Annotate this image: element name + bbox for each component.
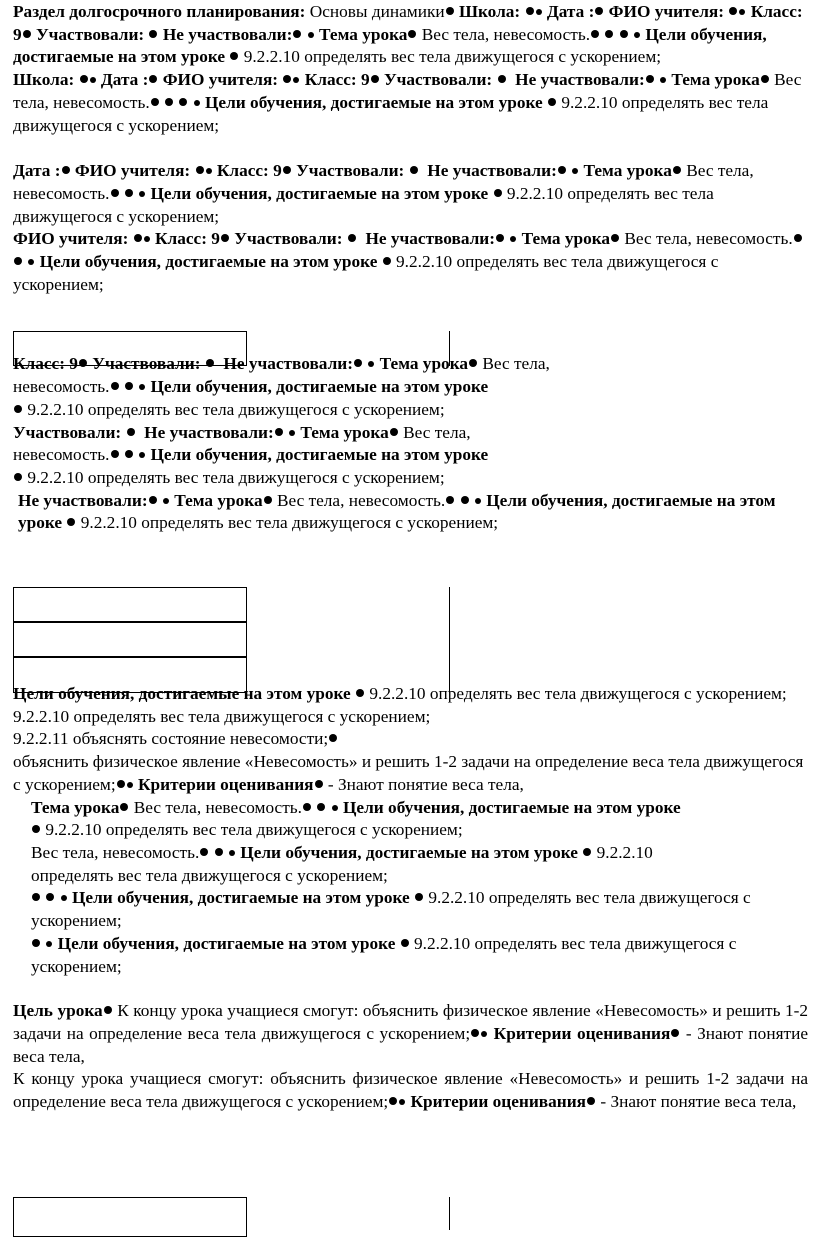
bullet-icon <box>371 75 379 83</box>
bullet-icon <box>389 1097 397 1105</box>
topic-value: невесомость. <box>13 445 110 465</box>
goal-text: 9.2.2.10 определять вес тела движущегося с ускорением; <box>13 252 719 294</box>
goal-text: ускорением; <box>31 911 122 931</box>
label-teacher: ФИО учителя: <box>162 70 279 90</box>
goal-text: ускорением; <box>31 956 122 976</box>
bullet-icon <box>215 848 223 856</box>
label-goals: Цели обучения, достигаемые на этом уроке <box>13 684 351 704</box>
bullet-icon <box>354 359 362 367</box>
label-topic: Тема урока <box>671 70 760 90</box>
bullet-icon <box>14 405 22 413</box>
bullet-icon <box>408 30 416 38</box>
label-goals: Цели обучения, достигаемые на этом уроке <box>150 445 489 465</box>
goal-text: ускорением; <box>407 513 499 533</box>
bullet-icon <box>410 166 418 174</box>
label-goals: Цели обучения, достигаемые на этом уроке <box>204 92 543 112</box>
topic-value: невесомость. <box>13 377 110 397</box>
bullet-icon <box>206 168 212 174</box>
label-lesson-goal: Цель урока <box>13 1001 103 1021</box>
explain-text: объяснить физическое явление «Невесомость» и решить 1-2 задачи на определение веса тела движущегося с ускорением; <box>13 752 804 794</box>
bullet-icon <box>104 1006 112 1014</box>
topic-value: Вес тела, невесомость. <box>13 70 802 112</box>
label-goals: Цели обучения, достигаемые на этом уроке <box>13 24 767 67</box>
paragraph <box>13 490 808 535</box>
label-goals: Цели обучения, достигаемые на этом уроке <box>150 377 489 397</box>
bullet-icon <box>446 496 454 504</box>
bullet-icon <box>200 848 208 856</box>
bullet-icon <box>32 825 40 833</box>
label-school: Школа: <box>13 70 75 90</box>
label-not-participated: Не участвовали: <box>162 24 293 44</box>
label-date: Дата : <box>100 70 149 90</box>
label-not-participated: Не участвовали: <box>515 70 645 90</box>
label-goals: Цели обучения, достигаемые на этом уроке <box>18 490 776 533</box>
bullet-icon <box>572 168 578 174</box>
topic-value: Вес тела, <box>482 354 550 374</box>
bullet-icon <box>90 77 96 83</box>
bullet-icon <box>229 850 235 856</box>
label-criteria: Критерии оценивания <box>138 774 314 794</box>
goal-code: 9.2.2.10 <box>369 684 426 704</box>
paragraph <box>13 1000 808 1068</box>
bullet-icon <box>179 98 187 106</box>
criteria-text: - Знают понятие веса тела, <box>13 1023 808 1066</box>
bullet-icon <box>481 1031 487 1037</box>
bullet-icon <box>583 848 591 856</box>
paragraph <box>13 797 808 842</box>
label-participated: Участвовали: <box>383 70 493 90</box>
bullet-icon <box>283 75 291 83</box>
goal-text: 9.2.2.10 определять вес тела движущегося с ускорением; <box>27 399 445 419</box>
bullet-icon <box>144 236 150 242</box>
bullet-icon <box>548 98 556 106</box>
paragraph <box>13 706 808 729</box>
label-topic: Тема урока <box>521 229 611 249</box>
bullet-icon <box>151 98 159 106</box>
bullet-icon <box>125 382 133 390</box>
bullet-icon <box>761 75 769 83</box>
goal-text: 9.2.2.10 определять вес тела движущегося с ускорением; <box>13 183 714 226</box>
bullet-icon <box>275 428 283 436</box>
bullet-icon <box>595 7 603 15</box>
bullet-icon <box>498 75 506 83</box>
bullet-icon <box>317 803 325 811</box>
bullet-icon <box>315 780 323 788</box>
bullet-icon <box>729 7 737 15</box>
label-goals: Цели обучения, достигаемые на этом уроке <box>342 797 681 817</box>
bullet-icon <box>469 359 477 367</box>
label-topic: Тема урока <box>319 24 408 44</box>
bullet-icon <box>283 166 291 174</box>
table-cell <box>13 587 247 693</box>
table-cell <box>13 1197 247 1237</box>
bullet-icon <box>67 518 75 526</box>
bullet-icon <box>368 361 374 367</box>
label-teacher: ФИО учителя: <box>74 161 191 181</box>
bullet-icon <box>149 75 157 83</box>
bullet-icon <box>620 30 628 38</box>
goal-text: определять вес тела движущегося с <box>474 933 737 953</box>
goal-text: определять вес тела движущегося с <box>141 513 404 533</box>
bullet-icon <box>117 780 125 788</box>
goal-text: 9.2.2.10 определять вес тела движущегося с ускорением; <box>13 706 431 726</box>
goal-text: 9.2.2.10 определять вес тела движущегося с ускорением; <box>45 820 463 840</box>
goal-text: определять вес тела движущегося с ускорением; <box>304 47 662 67</box>
bullet-icon <box>587 1097 595 1105</box>
label-criteria: Критерии оценивания <box>410 1092 587 1112</box>
label-goals: Цели обучения, достигаемые на этом уроке <box>39 252 378 272</box>
bullet-icon <box>14 473 22 481</box>
paragraph <box>13 69 808 137</box>
label-participated: Участвовали: <box>13 422 122 442</box>
paragraph <box>13 842 808 887</box>
bullet-icon <box>80 75 88 83</box>
label-class: Класс: 9 <box>216 161 282 181</box>
bullet-icon <box>348 234 356 242</box>
bullet-icon <box>194 100 200 106</box>
bullet-icon <box>139 384 145 390</box>
bullet-icon <box>230 52 238 60</box>
label-participated: Участвовали: <box>35 24 145 44</box>
goal-code: 9.2.2.10 <box>414 933 471 953</box>
bullet-icon <box>149 30 157 38</box>
topic-value: Вес тела, невесомость. <box>13 161 754 203</box>
goal-code: 9.2.2.10 <box>596 842 653 862</box>
bullet-icon <box>125 450 133 458</box>
goal-text: 9.2.2.10 определять вес тела движущегося с ускорением; <box>13 92 769 135</box>
label-section: Раздел долгосрочного планирования: <box>13 2 306 21</box>
topic-value: Вес тела, невесомость. <box>624 229 793 249</box>
label-teacher: ФИО учителя: <box>608 2 725 21</box>
paragraph <box>13 887 808 932</box>
table-border <box>13 621 247 623</box>
bullet-icon <box>329 734 337 742</box>
label-not-participated: Не участвовали: <box>18 490 148 510</box>
label-topic: Тема урока <box>300 422 389 442</box>
bullet-icon <box>605 30 613 38</box>
label-not-participated: Не участвовали: <box>223 354 353 374</box>
bullet-icon <box>149 496 157 504</box>
label-not-participated: Не участвовали: <box>427 161 557 181</box>
bullet-icon <box>303 803 311 811</box>
bullet-icon <box>461 496 469 504</box>
topic-value: Вес тела, невесомость. <box>133 797 302 817</box>
bullet-icon <box>46 893 54 901</box>
bullet-icon <box>496 234 504 242</box>
bullet-icon <box>127 782 133 788</box>
bullet-icon <box>536 9 542 15</box>
bullet-icon <box>634 32 640 38</box>
bullet-icon <box>62 166 70 174</box>
paragraph <box>13 751 808 796</box>
paragraph <box>13 1068 808 1113</box>
label-date: Дата : <box>546 2 595 21</box>
label-goals: Цели обучения, достигаемые на этом уроке <box>71 888 410 908</box>
goal-text: определять вес тела движущегося с <box>429 684 692 704</box>
label-goals: Цели обучения, достигаемые на этом уроке <box>150 183 489 203</box>
table-border <box>449 587 450 693</box>
bullet-icon <box>14 257 22 265</box>
label-goals: Цели обучения, достигаемые на этом уроке <box>240 842 578 862</box>
label-criteria: Критерии оценивания <box>493 1023 671 1043</box>
label-goals: Цели обучения, достигаемые на этом уроке <box>57 933 396 953</box>
bullet-icon <box>383 257 391 265</box>
bullet-icon <box>401 939 409 947</box>
goal-text: 9.2.2.10 определять вес тела движущегося с ускорением; <box>27 467 445 487</box>
label-participated: Участвовали: <box>296 161 405 181</box>
bullet-icon <box>125 189 133 197</box>
label-class: Класс: 9 <box>304 70 370 90</box>
bullet-icon <box>120 803 128 811</box>
topic-value: Вес тела, <box>403 422 471 442</box>
bullet-icon <box>264 496 272 504</box>
bullet-icon <box>111 450 119 458</box>
label-class: Класс: 9 <box>13 2 803 44</box>
paragraph <box>13 933 808 978</box>
label-topic: Тема урока <box>174 490 263 510</box>
bullet-icon <box>165 98 173 106</box>
goal-text: определять вес тела движущегося с ускорением; <box>31 865 388 885</box>
bullet-icon <box>332 805 338 811</box>
goal-code: 9.2.2.10 <box>428 888 485 908</box>
label-class: Класс: 9 <box>155 229 220 249</box>
bullet-icon <box>660 77 666 83</box>
paragraph <box>13 1 808 69</box>
section-value: Основы динамики <box>309 2 445 21</box>
bullet-icon <box>221 234 229 242</box>
label-school: Школа: <box>458 2 521 21</box>
label-topic: Тема урока <box>379 354 469 374</box>
paragraph <box>13 228 808 296</box>
topic-value: Вес тела, невесомость. <box>276 490 446 510</box>
goal-text: ускорением; <box>696 684 787 704</box>
bullet-icon <box>611 234 619 242</box>
bullet-icon <box>558 166 566 174</box>
goal-code: 9.2.2.10 <box>243 47 300 67</box>
criteria-text: - Знают понятие веса тела, <box>600 1092 797 1112</box>
table-cell <box>13 331 247 366</box>
label-class: Класс: 9 <box>13 354 78 374</box>
bullet-icon <box>163 498 169 504</box>
label-not-participated: Не участвовали: <box>365 229 496 249</box>
bullet-icon <box>671 1029 679 1037</box>
bullet-icon <box>591 30 599 38</box>
bullet-icon <box>28 259 34 265</box>
bullet-icon <box>390 428 398 436</box>
bullet-icon <box>23 30 31 38</box>
label-participated: Участвовали: <box>234 229 343 249</box>
bullet-icon <box>673 166 681 174</box>
table-border <box>449 331 450 366</box>
bullet-icon <box>293 77 299 83</box>
bullet-icon <box>446 7 454 15</box>
bullet-icon <box>32 893 40 901</box>
bullet-icon <box>46 941 52 947</box>
bullet-icon <box>32 939 40 947</box>
bullet-icon <box>139 191 145 197</box>
criteria-text: - Знают понятие веса тела, <box>327 774 524 794</box>
bullet-icon <box>471 1029 479 1037</box>
bullet-icon <box>415 893 423 901</box>
document-body <box>13 0 808 1114</box>
bullet-icon <box>289 430 295 436</box>
bullet-icon <box>739 9 745 15</box>
bullet-icon <box>526 7 534 15</box>
bullet-icon <box>399 1099 405 1105</box>
bullet-icon <box>134 234 142 242</box>
bullet-icon <box>510 236 516 242</box>
bullet-icon <box>111 382 119 390</box>
bullet-icon <box>308 32 314 38</box>
label-teacher: ФИО учителя: <box>13 229 129 249</box>
bullet-icon <box>646 75 654 83</box>
label-not-participated: Не участвовали: <box>144 422 274 442</box>
bullet-icon <box>139 452 145 458</box>
bullet-icon <box>61 895 67 901</box>
bullet-icon <box>196 166 204 174</box>
topic-value: Вес тела, невесомость. <box>31 842 200 862</box>
goal-text: определять вес тела движущегося с <box>488 888 751 908</box>
paragraph <box>13 160 808 228</box>
topic-value: Вес тела, невесомость. <box>421 24 591 44</box>
bullet-icon <box>794 234 802 242</box>
bullet-icon <box>475 498 481 504</box>
paragraph <box>13 422 808 490</box>
label-date: Дата : <box>13 161 61 181</box>
goal-text: 9.2.2.11 объяснять состояние невесомости; <box>13 729 329 749</box>
bullet-icon <box>127 428 135 436</box>
table-border <box>449 1197 450 1230</box>
bullet-icon <box>356 689 364 697</box>
paragraph <box>13 728 808 751</box>
label-topic: Тема урока <box>583 161 672 181</box>
bullet-icon <box>111 189 119 197</box>
label-topic: Тема урока <box>31 797 120 817</box>
table-border <box>13 656 247 658</box>
bullet-icon <box>293 30 301 38</box>
goal-code: 9.2.2.10 <box>80 513 137 533</box>
label-participated: Участвовали: <box>92 354 201 374</box>
lesson-goal-text: К концу урока учащиеся смогут: объяснить физическое явление «Невесомость» и решить 1-2 задачи на определение веса тела движущегося с ускорением; <box>13 1001 809 1043</box>
lesson-goal-text: К концу урока учащиеся смогут: объяснить физическое явление «Невесомость» и решить 1-2 задачи на определение веса тела движущегося с ускорением; <box>13 1069 808 1112</box>
bullet-icon <box>494 189 502 197</box>
